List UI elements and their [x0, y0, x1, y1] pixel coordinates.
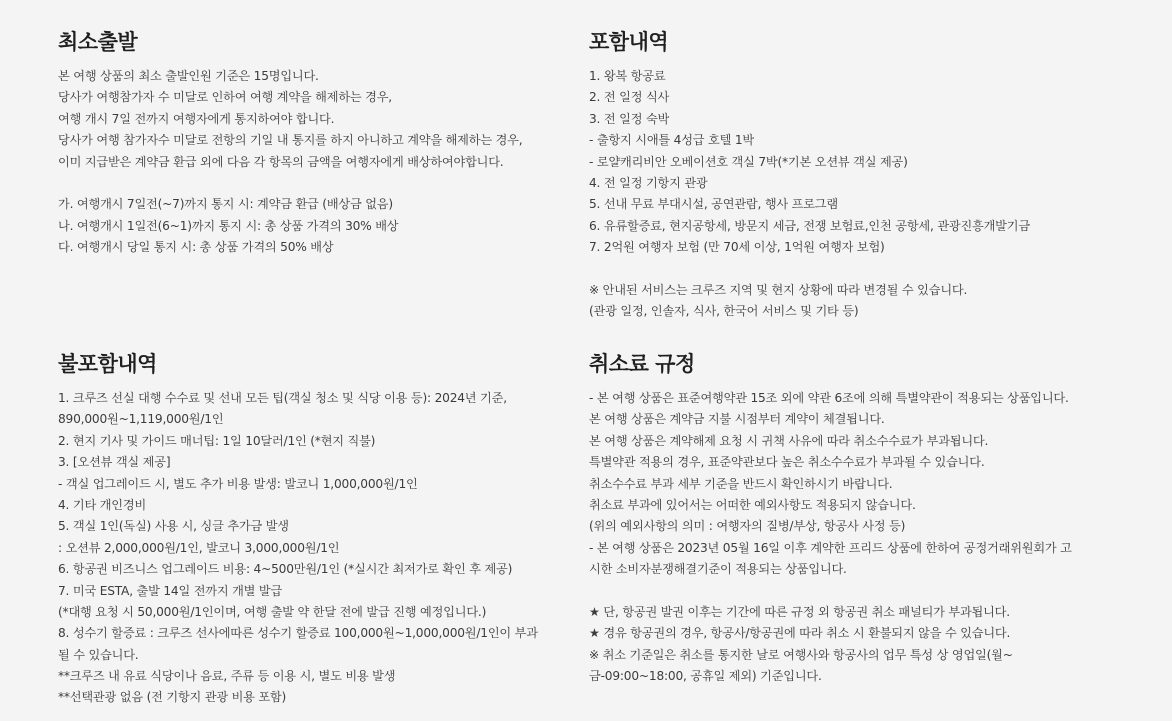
cancellation-title: 취소료 규정 [589, 352, 695, 376]
text-line: - 로얄캐리비안 오베이션호 객실 7박(*기본 오션뷰 객실 제공) [589, 154, 908, 169]
text-line: ★ 단, 항공권 발권 이후는 기간에 따른 규정 외 항공권 취소 패널티가 부과됩니다. [589, 604, 1010, 619]
text-line: 6. 항공권 비즈니스 업그레이드 비용: 4~500만원/1인 (*실시간 최저가로 확인 후 제공) [58, 562, 513, 577]
text-line: 7. 미국 ESTA, 출발 14일 전까지 개별 발급 [58, 583, 283, 598]
text-line: **선택관광 없음 (전 기항지 관광 비용 포함) [58, 690, 287, 705]
text-line: ★ 경유 항공권의 경우, 항공사/항공권에 따라 취소 시 환불되지 않을 수 있습니다. [589, 626, 1011, 641]
excluded-title: 불포함내역 [58, 352, 157, 376]
text-line: 5. 객실 1인(독실) 사용 시, 싱글 추가금 발생 [58, 519, 289, 534]
text-line: - 본 여행 상품은 2023년 05월 16일 이후 계약한 프리드 상품에 한하여 공정거래위원회가 고 [589, 540, 1072, 555]
text-line: 3. 전 일정 숙박 [589, 111, 670, 126]
text-line: ※ 취소 기준일은 취소를 통지한 날로 여행사와 항공사의 업무 특성 상 영업일(월~ [589, 647, 1013, 662]
text-line [589, 581, 1129, 602]
text-line: 시한 소비자분쟁해결기준이 적용되는 상품입니다. [589, 562, 847, 577]
text-line: 1. 왕복 항공료 [589, 69, 666, 83]
text-line: ※ 안내된 서비스는 크루즈 지역 및 현지 상황에 따라 변경될 수 있습니다. [589, 282, 968, 297]
text-line: 다. 여행개시 당일 통지 시: 총 상품 가격의 50% 배상 [58, 240, 334, 255]
min-departure-title: 최소출발 [58, 30, 138, 54]
text-line: 이미 지급받은 계약금 환급 외에 다음 각 항목의 금액을 여행자에게 배상하여야합니다. [58, 154, 504, 169]
text-line: 3. [오션뷰 객실 제공] [58, 455, 171, 470]
text-line: 본 여행 상품은 계약해제 요청 시 귀책 사유에 따라 취소수수료가 부과됩니다. [589, 433, 989, 448]
text-line: 금-09:00~18:00, 공휴일 제외) 기준입니다. [589, 669, 822, 684]
text-line: 4. 전 일정 기항지 관광 [589, 175, 708, 190]
excluded-lines [58, 388, 598, 709]
text-line: (*대행 요청 시 50,000원/1인이며, 여행 출발 약 한달 전에 발급 진행 예정입니다.) [58, 604, 487, 619]
cancellation-section [589, 350, 1129, 687]
text-line: 8. 성수기 할증료 : 크루즈 선사에따른 성수기 할증료 100,000원~1,000,000원/1인이 부과 [58, 626, 538, 641]
included-section [589, 28, 1129, 323]
text-line: - 객실 업그레이드 시, 별도 추가 비용 발생: 발코니 1,000,000원/1인 [58, 476, 418, 491]
text-line: : 오션뷰 2,000,000원/1인, 발코니 3,000,000원/1인 [58, 540, 340, 555]
text-line: 6. 유류할증료, 현지공항세, 방문지 세금, 전쟁 보험료,인천 공항세, 관광진흥개발기금 [589, 218, 1030, 233]
included-lines [589, 66, 1129, 323]
included-title: 포함내역 [589, 30, 669, 54]
text-line: 4. 기타 개인경비 [58, 497, 147, 512]
text-line: 890,000원~1,119,000원/1인 [58, 412, 224, 427]
text-line: (관광 일정, 인솔자, 식사, 한국어 서비스 및 기타 등) [589, 304, 859, 319]
text-line: 나. 여행개시 1일전(6~1)까지 통지 시: 총 상품 가격의 30% 배상 [58, 218, 399, 233]
text-line: 여행 개시 7일 전까지 여행자에게 통지하여야 합니다. [58, 111, 335, 126]
text-line: 2. 현지 기사 및 가이드 매너팁: 1일 10달러/1인 (*현지 직불) [58, 433, 376, 448]
text-line: - 본 여행 상품은 표준여행약관 15조 외에 약관 6조에 의해 특별약관이 적용되는 상품입니다. [589, 391, 1069, 405]
text-line: 본 여행 상품은 계약금 지불 시점부터 계약이 체결됩니다. [589, 412, 885, 427]
text-line: 가. 여행개시 7일전(~7)까지 통지 시: 계약금 환급 (배상금 없음) [58, 197, 393, 212]
text-line: 2. 전 일정 식사 [589, 90, 670, 105]
cancellation-lines [589, 388, 1129, 687]
text-line [589, 259, 1129, 280]
text-line: 7. 2억원 여행자 보험 (만 70세 이상, 1억원 여행자 보험) [589, 240, 885, 255]
text-line: 당사가 여행 참가자수 미달로 전항의 기일 내 통지를 하지 아니하고 계약을 해제하는 경우, [58, 133, 523, 148]
text-line: 5. 선내 무료 부대시설, 공연관람, 행사 프로그램 [589, 197, 838, 212]
excluded-section [58, 350, 598, 709]
min-departure-lines [58, 66, 598, 259]
text-line: 취소수수료 부과 세부 기준을 반드시 확인하시기 바랍니다. [589, 476, 893, 491]
text-line: 될 수 있습니다. [58, 647, 139, 662]
text-line: 1. 크루즈 선실 대행 수수료 및 선내 모든 팁(객실 청소 및 식당 이용 등): 2024년 기준, [58, 391, 507, 405]
text-line: 당사가 여행참가자 수 미달로 인하여 여행 계약을 해제하는 경우, [58, 90, 392, 105]
text-line: 특별약관 적용의 경우, 표준약관보다 높은 취소수수료가 부과될 수 있습니다. [589, 455, 985, 470]
text-line: 본 여행 상품의 최소 출발인원 기준은 15명입니다. [58, 69, 319, 83]
text-line: - 출항지 시애틀 4성급 호텔 1박 [589, 133, 754, 148]
text-line: **크루즈 내 유료 식당이나 음료, 주류 등 이용 시, 별도 비용 발생 [58, 669, 396, 684]
min-departure-section [58, 28, 598, 259]
text-line: (위의 예외사항의 의미 : 여행자의 질병/부상, 항공사 사정 등) [589, 519, 906, 534]
text-line [58, 173, 598, 194]
text-line: 취소료 부과에 있어서는 어떠한 예외사항도 적용되지 않습니다. [589, 497, 916, 512]
